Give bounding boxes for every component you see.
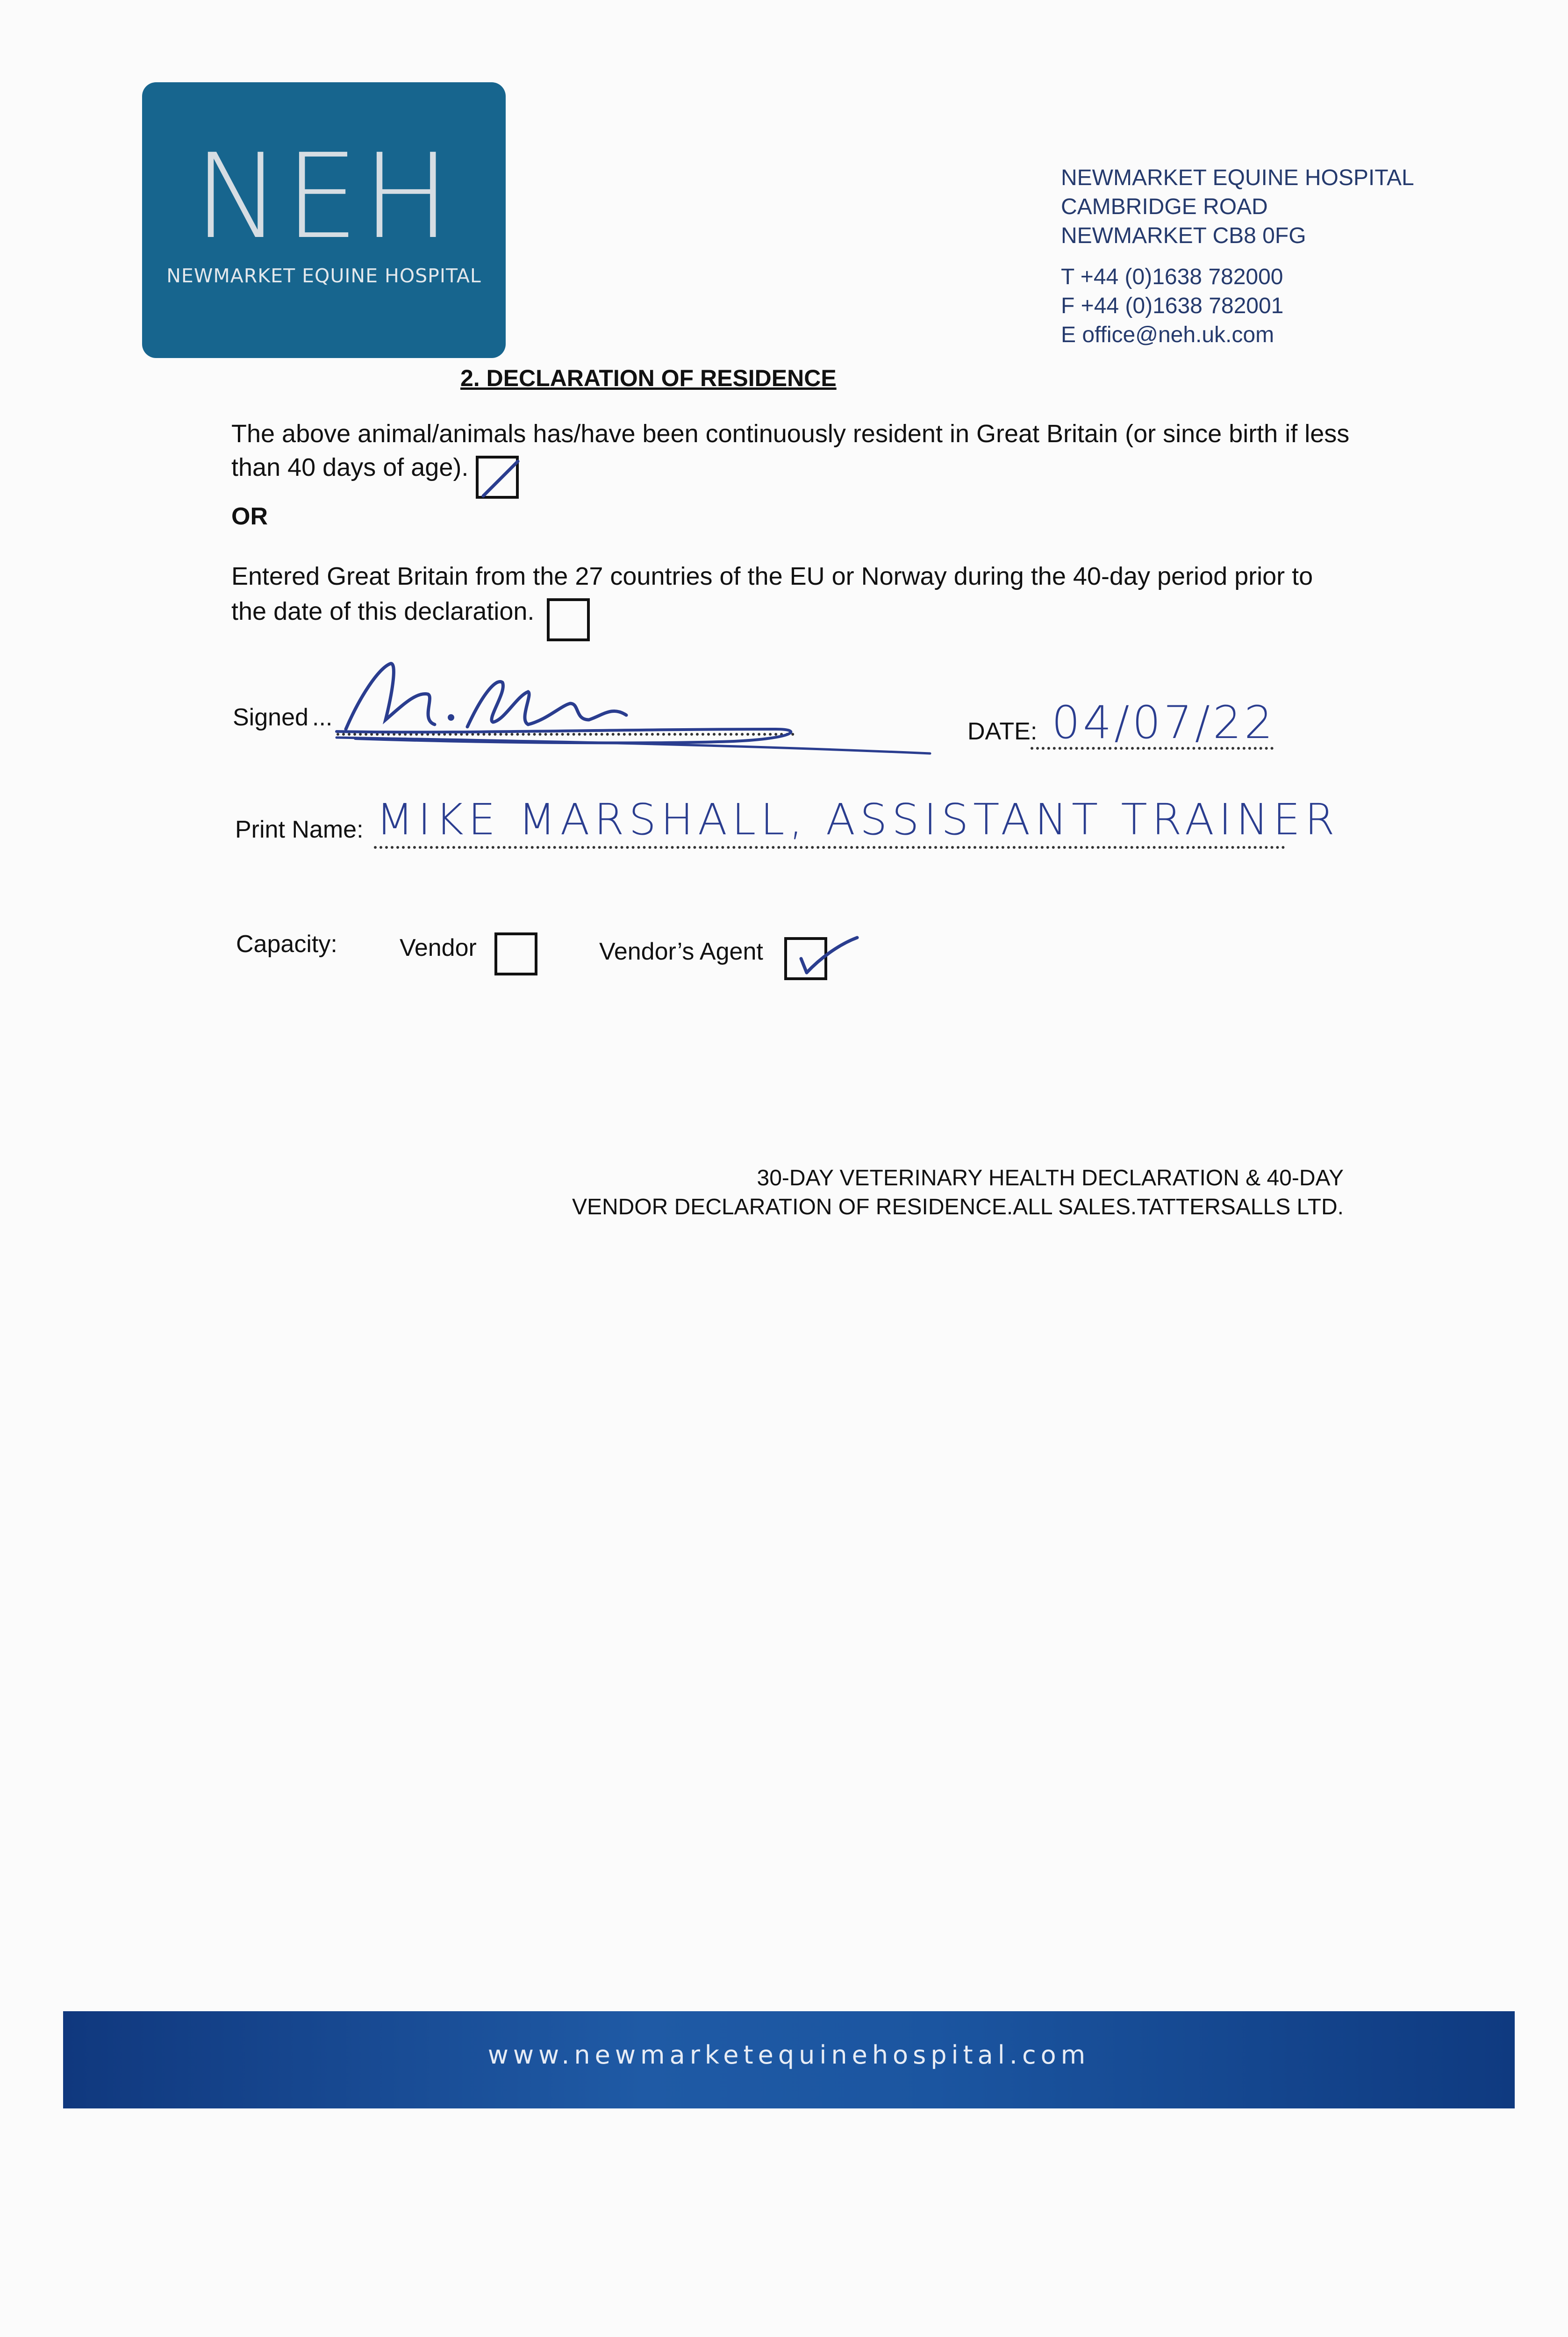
vendors-agent-checkbox[interactable] <box>784 937 827 980</box>
form-reference-note <box>572 1164 1344 1222</box>
capacity-label: Capacity: <box>236 931 337 958</box>
website-url[interactable]: www.newmarketequinehospital.com <box>487 2040 1090 2070</box>
address-fax: F +44 (0)1638 782001 <box>1061 294 1284 318</box>
option1-line1: The above animal/animals has/have been continuously resident in Great Britain (or since birth if less <box>231 420 1350 448</box>
vendors-agent-label: Vendor’s Agent <box>599 938 763 965</box>
address-line1: NEWMARKET EQUINE HOSPITAL <box>1061 165 1414 190</box>
neh-logo <box>142 82 506 358</box>
print-name-value: MIKE MARSHALL, ASSISTANT TRAINER <box>376 795 1339 845</box>
option1-line2: than 40 days of age). <box>231 453 469 481</box>
form-reference-line1: 30-DAY VETERINARY HEALTH DECLARATION & 40-DAY <box>757 1166 1344 1190</box>
address-email: E office@neh.uk.com <box>1061 323 1274 347</box>
option2-checkbox[interactable] <box>547 598 590 641</box>
signed-label: Signed <box>233 704 308 731</box>
slash-mark-icon <box>479 459 522 502</box>
form-reference-line2: VENDOR DECLARATION OF RESIDENCE.ALL SALES.TATTERSALLS LTD. <box>572 1195 1344 1219</box>
vendor-label: Vendor <box>400 934 477 961</box>
address-tel: T +44 (0)1638 782000 <box>1061 265 1283 289</box>
or-label: OR <box>231 503 268 530</box>
option2-line2: the date of this declaration. <box>231 597 535 625</box>
address-line2: CAMBRIDGE ROAD <box>1061 194 1268 219</box>
section-heading: 2. DECLARATION OF RESIDENCE <box>460 365 837 391</box>
address-line3: NEWMARKET CB8 0FG <box>1061 223 1306 248</box>
option2-line1: Entered Great Britain from the 27 countries of the EU or Norway during the 40-day period prior to <box>231 562 1313 590</box>
option1-checkbox[interactable] <box>476 456 519 499</box>
handwritten-signature <box>327 650 944 762</box>
logo-mark: NEH <box>193 129 454 265</box>
logo-subtitle: NEWMARKET EQUINE HOSPITAL <box>166 265 481 287</box>
address-block <box>1061 164 1414 350</box>
print-name-line <box>374 846 1285 849</box>
print-name-label: Print Name: <box>235 816 364 843</box>
checkmark-icon <box>787 940 830 983</box>
vendor-checkbox[interactable] <box>494 932 537 975</box>
date-value: 04/07/22 <box>1052 696 1276 749</box>
website-banner <box>63 2011 1515 2108</box>
signed-dots-prefix: ... <box>312 704 333 731</box>
date-label: DATE: <box>967 718 1038 745</box>
